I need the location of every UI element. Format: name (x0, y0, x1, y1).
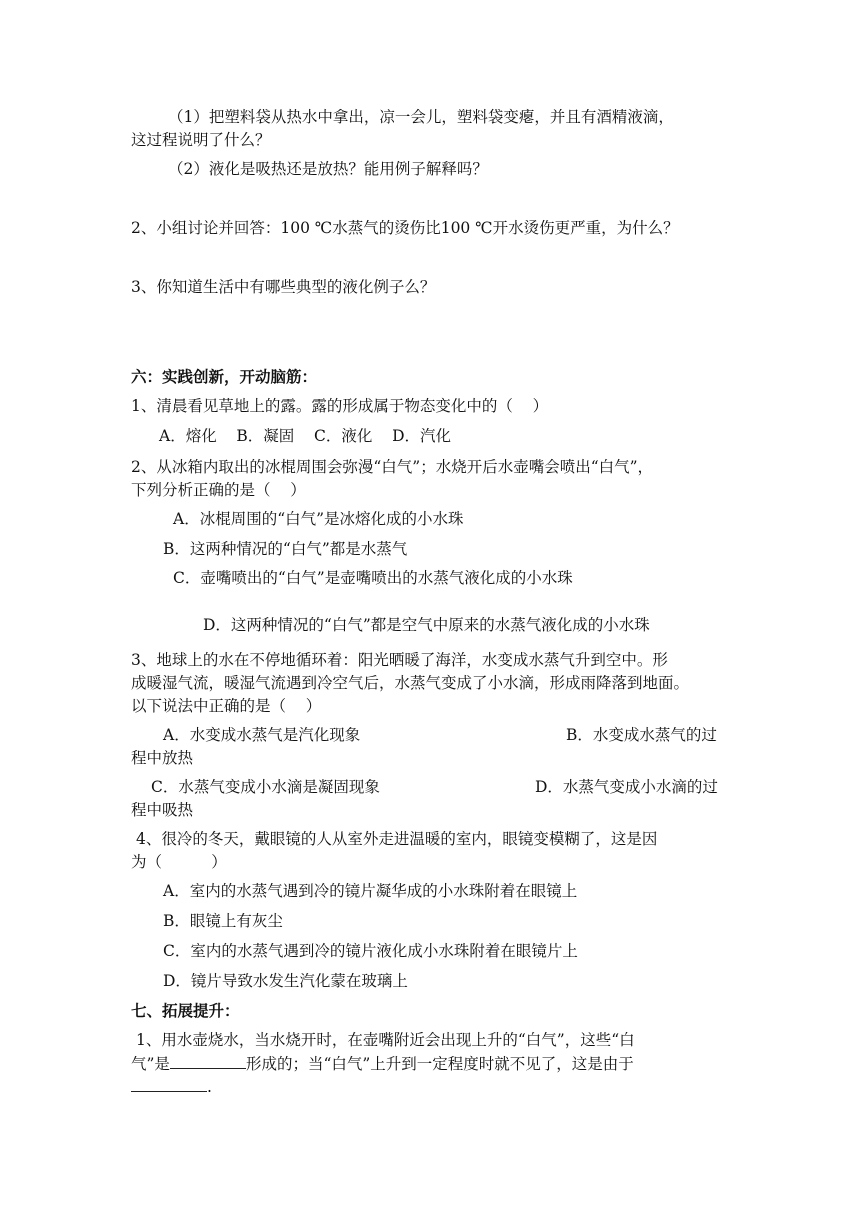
s7-question-1-text-a: 气”是 (131, 1055, 170, 1073)
s6-question-4-option-c: C．室内的水蒸气遇到冷的镜片液化成小水珠附着在眼镜片上 (163, 942, 578, 960)
s6-question-2-option-c: C．壶嘴喷出的“白气”是壶嘴喷出的水蒸气液化成的小水珠 (173, 569, 573, 587)
s6-question-3-option-a: A．水变成水蒸气是汽化现象 (163, 726, 361, 744)
s6-question-3-line-3: 以下说法中正确的是（ ） (131, 697, 322, 715)
s6-question-4-option-b: B．眼镜上有灰尘 (163, 912, 283, 930)
s6-question-3-line-1: 3、地球上的水在不停地循环着：阳光晒暖了海洋，水变成水蒸气升到空中。形 (131, 651, 668, 669)
s7-question-1-line-3 (131, 1075, 212, 1098)
s6-question-4-line-2: 为（ ） (131, 853, 227, 871)
section-7-heading: 七、拓展提升： (131, 1001, 240, 1020)
question-5-2: （2）液化是吸热还是放热？能用例子解释吗？ (168, 160, 488, 178)
question-5-3: 3、你知道生活中有哪些典型的液化例子么？ (131, 278, 436, 296)
s7-question-1-end: . (207, 1078, 212, 1096)
s6-question-3-option-c: C．水蒸气变成小水滴是凝固现象 (151, 778, 380, 796)
s6-question-2-line-2: 下列分析正确的是（ ） (131, 481, 306, 499)
answer-blank-2[interactable] (131, 1075, 207, 1092)
s6-question-4-option-d: D．镜片导致水发生汽化蒙在玻璃上 (163, 972, 408, 990)
s6-question-2-line-1: 2、从冰箱内取出的冰棍周围会弥漫“白气”；水烧开后水壶嘴会喷出“白气”， (131, 458, 654, 476)
question-5-1-line-2: 这过程说明了什么？ (131, 131, 271, 149)
s6-question-2-option-b: B．这两种情况的“白气”都是水蒸气 (163, 540, 408, 558)
s6-question-2-option-a: A．冰棍周围的“白气”是冰熔化成的小水珠 (173, 510, 464, 528)
section-6-heading: 六：实践创新，开动脑筋： (131, 367, 318, 386)
answer-blank-1[interactable] (170, 1052, 246, 1069)
question-5-2-discussion: 2、小组讨论并回答：100 ℃水蒸气的烫伤比100 ℃开水烫伤更严重，为什么？ (131, 219, 679, 237)
question-5-1-line-1: （1）把塑料袋从热水中拿出，凉一会儿，塑料袋变瘪，并且有酒精液滴， (168, 108, 674, 126)
s6-question-4-option-a: A．室内的水蒸气遇到冷的镜片凝华成的小水珠附着在眼镜上 (163, 882, 578, 900)
s6-question-3-option-b-cont: 程中放热 (131, 749, 194, 767)
s7-question-1-line-2 (131, 1052, 634, 1075)
s6-question-3-option-d: D．水蒸气变成小水滴的过 (535, 778, 718, 796)
s6-question-4-line-1: 4、很冷的冬天，戴眼镜的人从室外走进温暖的室内，眼镜变模糊了，这是因 (136, 830, 658, 848)
s6-question-3-option-b: B．水变成水蒸气的过 (566, 726, 717, 744)
s6-question-3-line-2: 成暖湿气流，暖湿气流遇到冷空气后，水蒸气变成了小水滴，形成雨降落到地面。 (131, 674, 690, 692)
s7-question-1-text-b: 形成的；当“白气”上升到一定程度时就不见了，这是由于 (245, 1055, 634, 1073)
s6-question-1: 1、清晨看见草地上的露。露的形成属于物态变化中的（ ） (131, 397, 549, 415)
s6-question-3-option-d-cont: 程中吸热 (131, 801, 194, 819)
s6-question-2-option-d: D．这两种情况的“白气”都是空气中原来的水蒸气液化成的小水珠 (203, 616, 650, 634)
s7-question-1-line-1: 1、用水壶烧水，当水烧开时，在壶嘴附近会出现上升的“白气”，这些“白 (136, 1031, 635, 1049)
s6-question-1-options: A．熔化 B．凝固 C．液化 D．汽化 (159, 427, 451, 445)
